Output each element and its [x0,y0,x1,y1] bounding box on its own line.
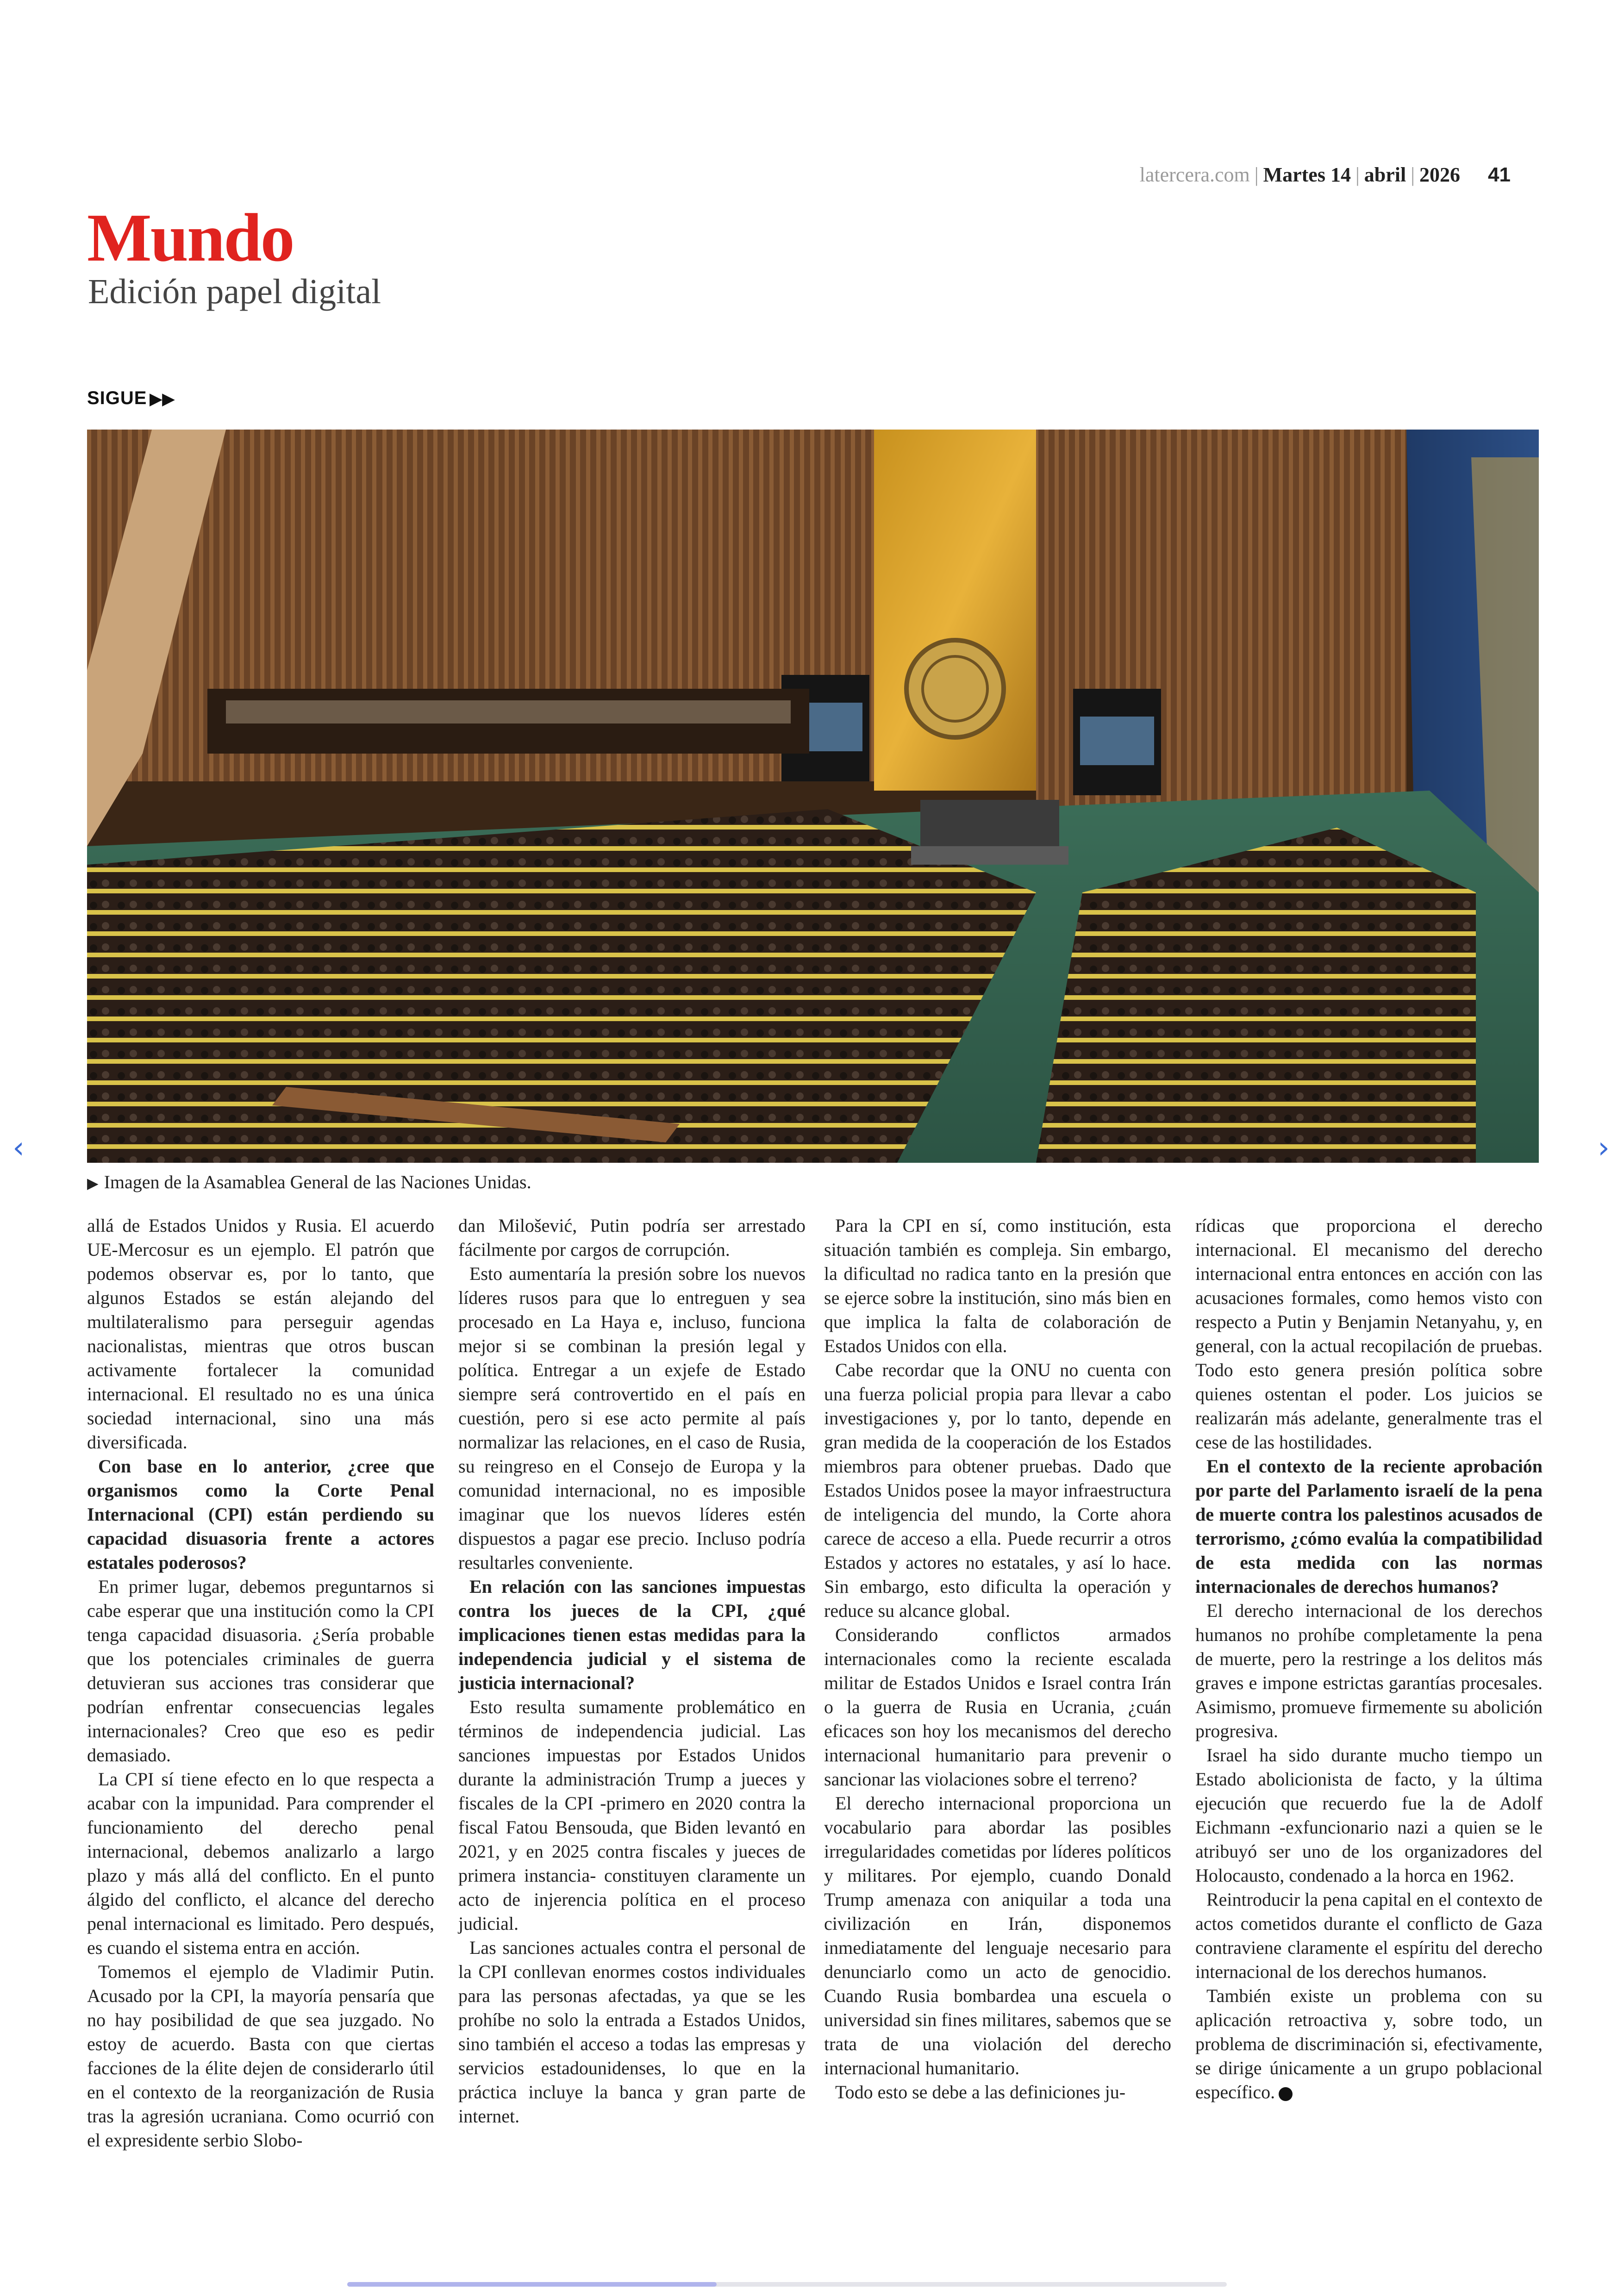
article-paragraph: Reintroducir la pena capital en el contexto de actos cometidos durante el conflicto de Gaza contraviene claramente el espíritu del derecho internacional de los derechos humanos. [1195,1889,1543,1982]
article-paragraph: Esto resulta sumamente problemático en términos de independencia judicial. Las sanciones impuestas por Estados Unidos durante la administración Trump a jueces y fiscales de la CPI -primero en 2020 contra la fiscal Fatou Bensouda, que Biden levantó en 2021, y en 2025 contra fiscales y jueces de primera instancia- constituyen claramente un acto de injerencia política en el proceso judicial. [458,1696,806,1934]
article-column-3 [824,1214,1171,2104]
interview-question: Con base en lo anterior, ¿cree que organismos como la Corte Penal Internacional (CPI) están perdiendo su capacidad disuasoria frente a actores estatales poderosos? [87,1456,434,1573]
article-paragraph: El derecho internacional proporciona un vocabulario para abordar las posibles irregularidades cometidas por líderes políticos y militares. Por ejemplo, cuando Donald Trump amenaza con aniquilar a toda una civilización en Irán, disponemos inmediatamente del lenguaje necesario para denunciarlo como un acto de genocidio. Cuando Rusia bombardea una escuela o universidad sin fines militares, sabemos que se trata de una violación del derecho internacional humanitario. [824,1793,1171,2078]
header-meta: latercera.com | Martes 14 | abril | 2026 41 [1139,163,1511,186]
article-paragraph: La CPI sí tiene efecto en lo que respecta a acabar con la impunidad. Para comprender el funcionamiento del derecho penal internacional, debemos analizarlo a largo plazo y más allá del conflicto. En el punto álgido del conflicto, el alcance del derecho penal internacional es limitado. Pero después, es cuando el sistema entra en acción. [87,1769,434,1958]
article-paragraph: Todo esto se debe a las definiciones ju- [835,2082,1126,2102]
article-paragraph: dan Milošević, Putin podría ser arrestado fácilmente por cargos de corrupción. [458,1215,806,1260]
end-of-article-icon [1279,2087,1293,2101]
article-paragraph: Para la CPI en sí, como institución, esta situación también es compleja. Sin embargo, la dificultad no radica tanto en la presión que se ejerce sobre la institución, sino más bien en que implica la falta de colaboración de Estados Unidos con ella. [824,1215,1171,1356]
sigue-text: SIGUE [87,388,147,408]
article-paragraph: El derecho internacional de los derechos humanos no prohíbe completamente la pena de muerte, pero la restringe a los delitos más graves e impone estrictas garantías procesales. Asimismo, promueve firmemente su abolición progresiva. [1195,1600,1543,1741]
article-paragraph: En primer lugar, debemos preguntarnos si cabe esperar que una institución como la CPI tenga capacidad disuasoria. ¿Sería probable que los potenciales criminales de guerra detuvieran sus acciones tras considerar que podrían enfrentar consecuencias legales internacionales? Creo que eso es pedir demasiado. [87,1576,434,1765]
page-number: 41 [1488,163,1511,186]
article-paragraph: allá de Estados Unidos y Rusia. El acuerdo UE-Mercosur es un ejemplo. El patrón que podemos observar es, por lo tanto, que algunos Estados se están alejando del multilateralismo para perseguir agendas nacionalistas, mientras que otros buscan activamente fortalecer la comunidad internacional. El resultado no es una única sociedad internacional, sino una más diversificada. [87,1215,434,1453]
article-paragraph: Tomemos el ejemplo de Vladimir Putin. Acusado por la CPI, la mayoría pensaría que no hay posibilidad de que sea juzgado. No estoy de acuerdo. Basta con que ciertas facciones de la élite dejen de considerarlo útil en el contexto de la reorganización de Rusia tras la agresión ucraniana. Como ocurrió con el expresidente serbio Slobo- [87,1961,434,2151]
sigue-label [87,388,175,409]
article-paragraph: Israel ha sido durante mucho tiempo un Estado abolicionista de facto, y la última ejecución que recuerdo fue la de Adolf Eichmann -exfuncionario nazi a quien se le atribuyó ser uno de los organizadores del Holocausto, condenado a la horca en 1962. [1195,1745,1543,1886]
site-name[interactable]: latercera.com [1139,163,1250,186]
interview-question: En el contexto de la reciente aprobación por parte del Parlamento israelí de la pena de muerte contra los palestinos acusados de terrorismo, ¿cómo evalúa la compatibilidad de esta medida con las normas internacionales de derechos humanos? [1195,1456,1543,1597]
article-column-1 [87,1214,434,2152]
month: abril [1364,163,1406,186]
article-column-2 [458,1214,806,2128]
double-arrow-icon: ▶▶ [150,390,175,408]
previous-page-button[interactable] [5,1129,32,1166]
chevron-left-icon: ‹ [12,1131,25,1165]
article-paragraph: Esto aumentaría la presión sobre los nuevos líderes rusos para que lo entreguen y sea procesado en La Haya e, incluso, funciona mejor si se combinan la presión legal y política. Entregar a un exjefe de Estado siempre será controvertido en el país en cuestión, pero si ese acto permite al país normalizar las relaciones, en el caso de Rusia, su reingreso en el Consejo de Europa y la comunidad internacional, no es imposible imaginar que los nuevos líderes estén dispuestos a pagar ese precio. Incluso podría resultarles conveniente. [458,1263,806,1573]
assembly-hall-illustration [87,430,1539,1163]
interview-question: En relación con las sanciones impuestas contra los jueces de la CPI, ¿qué implicaciones tienen estas medidas para la independencia judicial y el sistema de justicia internacional? [458,1576,806,1693]
year: 2026 [1419,163,1461,186]
reading-progress-fill [347,2282,717,2287]
article-paragraph: Considerando conflictos armados internacionales como la reciente escalada militar de Estados Unidos e Israel contra Irán o la guerra de Rusia en Ucrania, ¿cuán eficaces son hoy los mecanismos del derecho internacional humanitario para prevenir o sancionar las violaciones sobre el terreno? [824,1624,1171,1790]
photo-caption [87,1171,531,1193]
section-subtitle: Edición papel digital [88,272,381,311]
article-paragraph: También existe un problema con su aplicación retroactiva y, sobre todo, un problema de discriminación si, efectivamente, se dirige únicamente a un grupo poblacional específico. [1195,1985,1543,2102]
article-column-4 [1195,1214,1543,2104]
caption-text: Imagen de la Asamablea General de las Naciones Unidas. [104,1172,531,1192]
chevron-right-icon: › [1598,1131,1610,1165]
article-paragraph: rídicas que proporciona el derecho internacional. El mecanismo del derecho internacional entra entonces en acción con las acusaciones formales, como hemos visto con respecto a Putin y Benjamin Netanyahu, y, en general, con la actual recopilación de pruebas. Todo esto genera presión política sobre quienes ostentan el poder. Los juicios se realizarán más adelante, generalmente tras el cese de las hostilidades. [1195,1215,1543,1453]
weekday: Martes 14 [1263,163,1351,186]
section-title: Mundo [87,200,294,276]
article-paragraph: Cabe recordar que la ONU no cuenta con una fuerza policial propia para llevar a cabo investigaciones y, por lo tanto, depende en gran medida de la cooperación de los Estados miembros para obtener pruebas. Dado que Estados Unidos posee la mayor infraestructura de inteligencia del mundo, la Corte ahora carece de acceso a ella. Puede recurrir a otros Estados y actores no estatales, y así lo hace. Sin embargo, esto dificulta la operación y reduce su alcance global. [824,1360,1171,1621]
article-paragraph: Las sanciones actuales contra el personal de la CPI conllevan enormes costos individuales para las personas afectadas, ya que se les prohíbe no solo la entrada a Estados Unidos, sino también el acceso a todas las empresas y servicios estadounidenses, lo que en la práctica incluye la banca y gran parte de internet. [458,1937,806,2127]
next-page-button[interactable] [1590,1129,1618,1166]
triangle-right-icon: ▶ [87,1175,99,1191]
article-photo [87,430,1539,1163]
